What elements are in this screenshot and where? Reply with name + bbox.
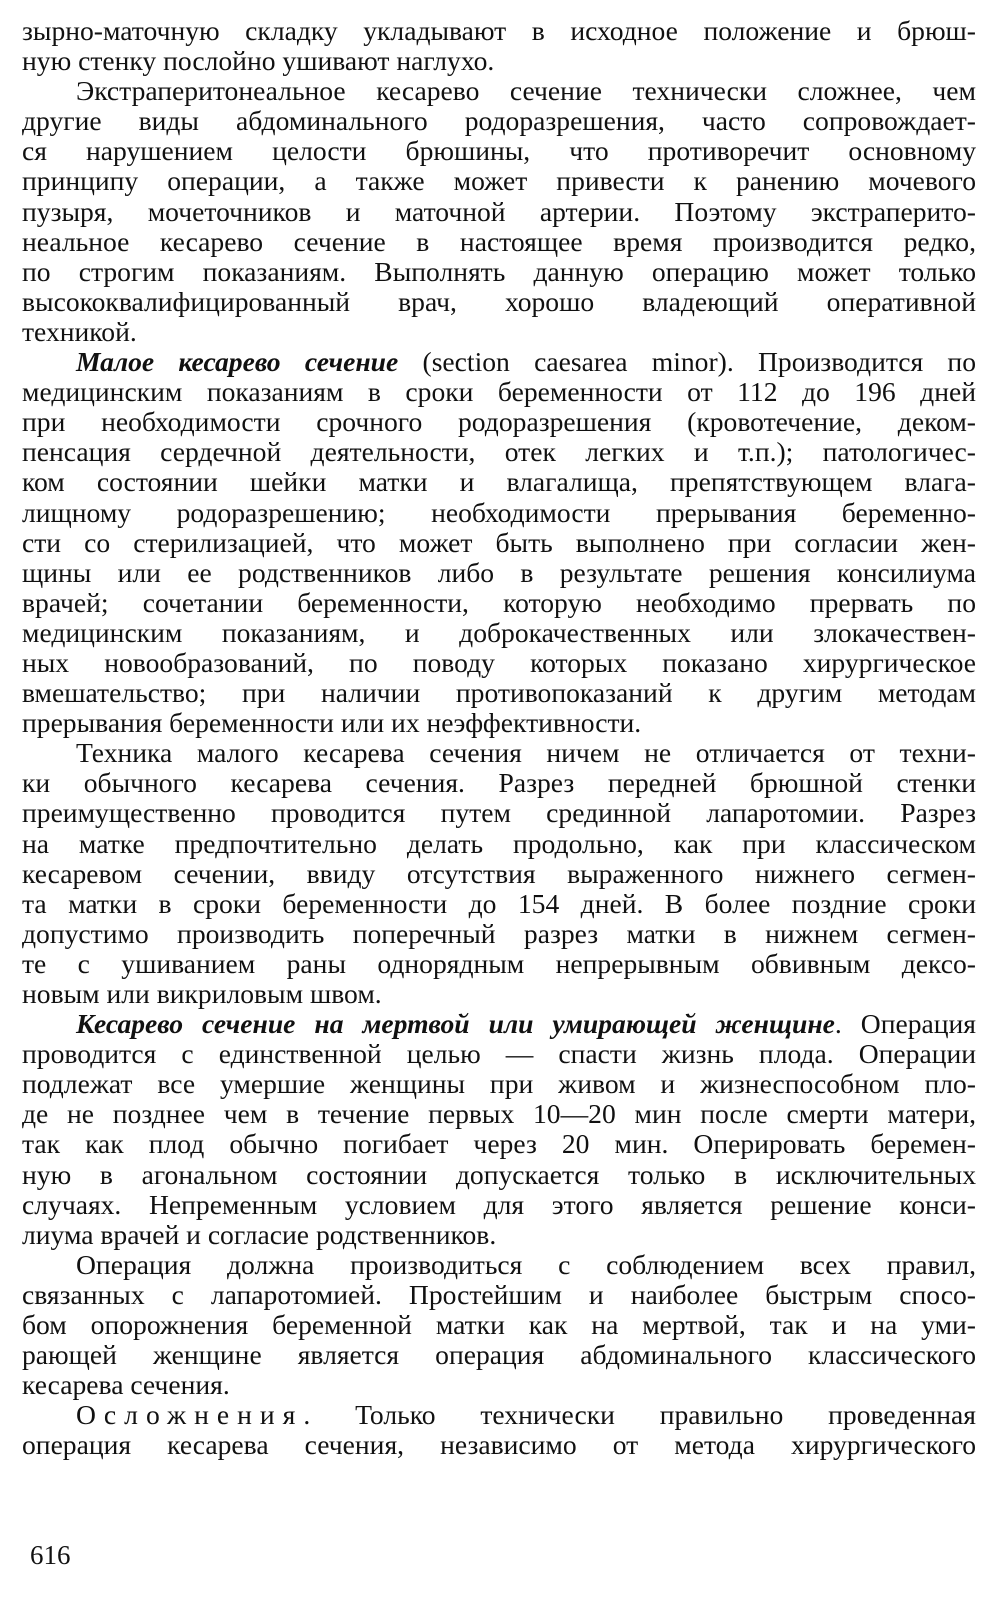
text-line bbox=[22, 648, 976, 678]
line-text: бом опорожнения беременной матки как на мертвой, так и на уми- bbox=[22, 1309, 976, 1341]
text-line bbox=[22, 1099, 976, 1129]
text-line bbox=[22, 738, 976, 768]
text-line bbox=[22, 1370, 976, 1400]
text-line bbox=[22, 949, 976, 979]
text-line bbox=[22, 979, 976, 1009]
line-text: принципу операции, а также может привести к ранению мочевого bbox=[22, 165, 976, 197]
text-line bbox=[22, 1129, 976, 1159]
line-text: щины или ее родственников либо в результате решения консилиума bbox=[22, 556, 976, 588]
line-text: по строгим показаниям. Выполнять данную операцию может только bbox=[22, 255, 976, 287]
text-line bbox=[22, 1009, 976, 1039]
text-line bbox=[22, 1310, 976, 1340]
section-lead-term: Малое кесарево сечение bbox=[76, 346, 399, 378]
line-text: . Только технически правильно проведенная bbox=[303, 1399, 976, 1431]
text-line bbox=[22, 1190, 976, 1220]
line-text: операция кесарева сечения, независимо от метода хирургического bbox=[22, 1429, 976, 1461]
line-text: неальное кесарево сечение в настоящее время производится редко, bbox=[22, 225, 976, 257]
text-line bbox=[22, 618, 976, 648]
line-text: ки обычного кесарева сечения. Разрез передней брюшной стенки bbox=[22, 767, 976, 799]
text-line bbox=[22, 227, 976, 257]
line-text: ных новообразований, по поводу которых показано хирургическое bbox=[22, 646, 976, 678]
line-text: проводится с единственной целью — спасти жизнь плода. Операции bbox=[22, 1038, 976, 1070]
line-text: Операция должна производиться с соблюдением всех правил, bbox=[76, 1248, 976, 1280]
line-text: ную стенку послойно ушивают наглухо. bbox=[22, 45, 495, 77]
text-line bbox=[22, 859, 976, 889]
text-line bbox=[22, 437, 976, 467]
text-line bbox=[22, 166, 976, 196]
line-text: рающей женщине является операция абдоминального классического bbox=[22, 1339, 976, 1371]
text-line bbox=[22, 106, 976, 136]
line-text: те с ушиванием раны однорядным непрерывным обвивным дексо- bbox=[22, 947, 976, 979]
text-line bbox=[22, 1250, 976, 1280]
line-text: высококвалифицированный врач, хорошо владеющий оперативной bbox=[22, 285, 976, 317]
text-line bbox=[22, 768, 976, 798]
text-line bbox=[22, 136, 976, 166]
line-text: подлежат все умершие женщины при живом и жизнеспособном пло- bbox=[22, 1068, 976, 1100]
line-text: другие виды абдоминального родоразрешения, часто сопровождает- bbox=[22, 105, 976, 137]
line-text: . Операция bbox=[834, 1008, 976, 1040]
line-text: так как плод обычно погибает через 20 мин. Оперировать беремен- bbox=[22, 1128, 976, 1160]
line-text: ную в агональном состоянии допускается только в исключительных bbox=[22, 1158, 976, 1190]
line-text: де не позднее чем в течение первых 10—20 мин после смерти матери, bbox=[22, 1098, 976, 1130]
text-line bbox=[22, 678, 976, 708]
text-line bbox=[22, 377, 976, 407]
text-line bbox=[22, 919, 976, 949]
line-text: Техника малого кесарева сечения ничем не отличается от техни- bbox=[76, 737, 976, 769]
line-text: ком состоянии шейки матки и влагалища, препятствующем влага- bbox=[22, 466, 976, 498]
line-text: лиума врачей и согласие родственников. bbox=[22, 1218, 497, 1250]
text-line bbox=[22, 498, 976, 528]
text-line bbox=[22, 558, 976, 588]
text-line bbox=[22, 46, 976, 76]
text-line bbox=[22, 588, 976, 618]
text-line bbox=[22, 1400, 976, 1430]
text-line bbox=[22, 467, 976, 497]
text-line bbox=[22, 197, 976, 227]
line-text: новым или викриловым швом. bbox=[22, 978, 382, 1009]
text-line bbox=[22, 889, 976, 919]
line-text: пенсация сердечной деятельности, отек легких и т.п.); патологичес- bbox=[22, 436, 976, 468]
text-line bbox=[22, 1069, 976, 1099]
line-text: при необходимости срочного родоразрешения (кровотечение, деком- bbox=[22, 406, 976, 438]
page-number: 616 bbox=[30, 1540, 71, 1570]
text-line bbox=[22, 407, 976, 437]
text-line bbox=[22, 1160, 976, 1190]
line-text: кесаревом сечении, ввиду отсутствия выраженного нижнего сегмен- bbox=[22, 857, 976, 889]
line-text: кесарева сечения. bbox=[22, 1369, 230, 1401]
text-line bbox=[22, 1340, 976, 1370]
text-line bbox=[22, 1430, 976, 1460]
text-line bbox=[22, 1220, 976, 1250]
line-text: на матке предпочтительно делать продольно, как при классическом bbox=[22, 827, 976, 859]
line-text: связанных с лапаротомией. Простейшим и наиболее быстрым спосо- bbox=[22, 1278, 976, 1310]
line-text: зырно-маточную складку укладывают в исходное положение и брюш- bbox=[22, 15, 976, 46]
line-text: преимущественно проводится путем срединной лапаротомии. Разрез bbox=[22, 797, 976, 829]
text-line bbox=[22, 708, 976, 738]
line-text: прерывания беременности или их неэффективности. bbox=[22, 707, 642, 739]
line-text: пузыря, мочеточников и маточной артерии. Поэтому экстраперито- bbox=[22, 195, 976, 227]
line-text: медицинским показаниям, и доброкачественных или злокачествен- bbox=[22, 616, 976, 648]
line-text: лищному родоразрешению; необходимости прерывания беременно- bbox=[22, 496, 976, 528]
text-line bbox=[22, 287, 976, 317]
line-text: допустимо производить поперечный разрез матки в нижнем сегмен- bbox=[22, 917, 976, 949]
text-line bbox=[22, 317, 976, 347]
line-text: Экстраперитонеальное кесарево сечение технически сложнее, чем bbox=[76, 75, 976, 107]
text-line bbox=[22, 347, 976, 377]
line-text: та матки в сроки беременности до 154 дней. В более поздние сроки bbox=[22, 887, 976, 919]
text-line bbox=[22, 829, 976, 859]
text-line bbox=[22, 16, 976, 46]
text-line bbox=[22, 798, 976, 828]
line-text: сти со стерилизацией, что может быть выполнено при согласии жен- bbox=[22, 526, 976, 558]
spaced-heading: Осложнения bbox=[76, 1399, 304, 1431]
line-text: случаях. Непременным условием для этого является решение конси- bbox=[22, 1188, 976, 1220]
text-line bbox=[22, 528, 976, 558]
line-text: (section caesarea minor). Производится по bbox=[398, 346, 976, 378]
text-line bbox=[22, 76, 976, 106]
text-line bbox=[22, 1039, 976, 1069]
section-lead-term: Кесарево сечение на мертвой или умирающей женщине bbox=[76, 1008, 835, 1040]
text-line bbox=[22, 257, 976, 287]
page-body bbox=[22, 16, 976, 1461]
line-text: техникой. bbox=[22, 315, 137, 347]
line-text: ся нарушением целости брюшины, что противоречит основному bbox=[22, 135, 976, 167]
line-text: врачей; сочетании беременности, которую необходимо прервать по bbox=[22, 586, 976, 618]
line-text: медицинским показаниям в сроки беременности от 112 до 196 дней bbox=[22, 376, 976, 408]
text-line bbox=[22, 1280, 976, 1310]
line-text: вмешательство; при наличии противопоказаний к другим методам bbox=[22, 677, 976, 709]
